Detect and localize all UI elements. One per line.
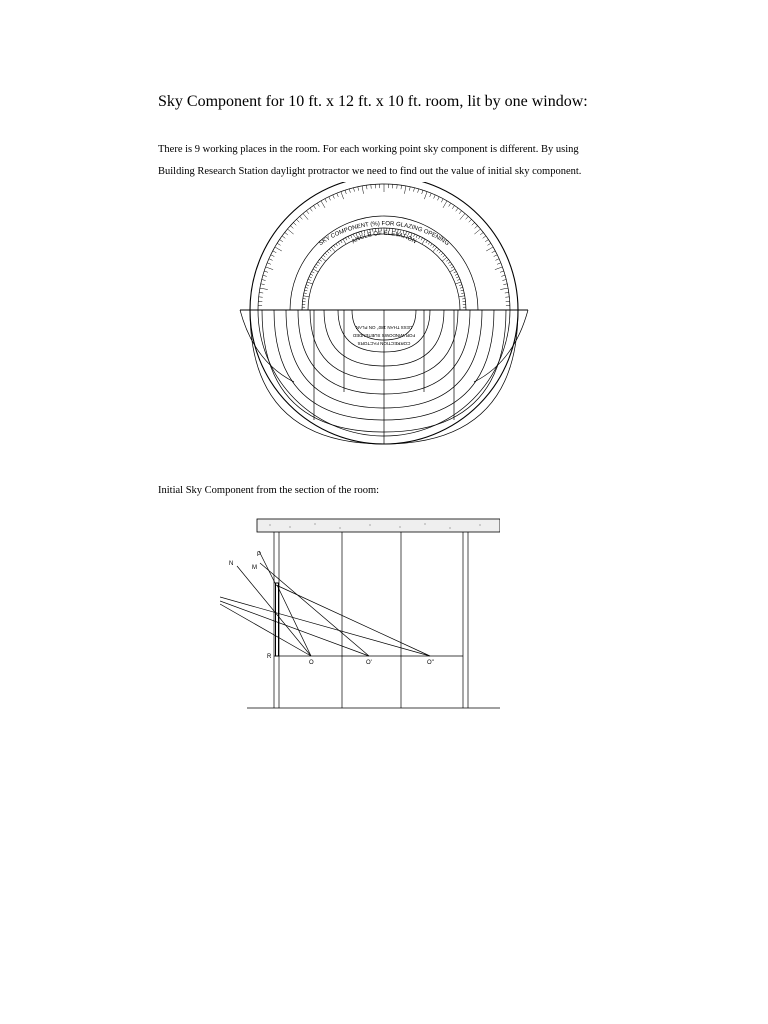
daylight-protractor-figure bbox=[234, 182, 534, 452]
protractor-tick bbox=[459, 296, 465, 297]
protractor-tick bbox=[501, 275, 505, 276]
label-n: N bbox=[229, 561, 234, 567]
protractor-tick bbox=[480, 232, 483, 234]
protractor-tick bbox=[422, 190, 423, 194]
protractor-tick bbox=[450, 269, 455, 272]
protractor-tick bbox=[269, 259, 273, 261]
protractor-tick bbox=[334, 245, 336, 247]
svg-text:CORRECTION FACTORS: CORRECTION FACTORS bbox=[357, 341, 411, 346]
protractor-tick bbox=[306, 285, 309, 286]
protractor-tick bbox=[354, 188, 355, 192]
protractor-tick bbox=[494, 255, 498, 257]
protractor-tick bbox=[502, 280, 506, 281]
protractor-tick bbox=[264, 271, 268, 272]
protractor-tick bbox=[403, 230, 404, 233]
protractor-tick bbox=[459, 211, 461, 214]
protractor-tick bbox=[446, 260, 448, 262]
protractor-tick bbox=[475, 226, 478, 229]
protractor-tick bbox=[309, 277, 312, 278]
protractor-tick bbox=[414, 234, 415, 237]
protractor-tick bbox=[500, 288, 508, 289]
protractor-tick bbox=[433, 245, 435, 247]
protractor-tick bbox=[331, 247, 335, 252]
protractor-outer-ticks bbox=[258, 184, 510, 310]
protractor-tick bbox=[282, 236, 285, 238]
protractor-tick bbox=[437, 197, 439, 201]
protractor-tick bbox=[323, 255, 325, 257]
protractor-tick bbox=[310, 274, 313, 275]
protractor-tick bbox=[421, 238, 422, 241]
protractor-tick bbox=[287, 229, 293, 234]
protractor-tick bbox=[293, 222, 296, 225]
protractor-tick bbox=[277, 243, 280, 245]
protractor-tick bbox=[472, 222, 475, 225]
protractor-tick bbox=[336, 244, 338, 246]
protractor-tick bbox=[318, 262, 320, 264]
protractor-tick bbox=[422, 239, 425, 244]
protractor-tick bbox=[329, 197, 331, 201]
protractor-tick bbox=[273, 251, 277, 253]
protractor-tick bbox=[359, 232, 360, 235]
protractor-tick bbox=[485, 240, 488, 242]
protractor-tick bbox=[305, 287, 308, 288]
protractor-tick bbox=[260, 288, 268, 289]
protractor-tick bbox=[327, 251, 329, 253]
protractor-tick bbox=[351, 235, 352, 238]
protractor-tick bbox=[271, 255, 275, 257]
roof-slab bbox=[257, 519, 500, 532]
protractor-tick bbox=[317, 203, 319, 206]
protractor-tick bbox=[449, 203, 451, 206]
protractor-tick bbox=[321, 201, 325, 208]
protractor-tick bbox=[341, 192, 344, 200]
protractor-tick bbox=[443, 201, 447, 208]
protractor-inner-arc-label: ANGLE OF ELEVATION bbox=[351, 230, 417, 246]
protractor-tick bbox=[341, 240, 343, 243]
protractor-tick bbox=[424, 192, 427, 200]
protractor-tick bbox=[500, 271, 504, 272]
protractor-tick bbox=[487, 243, 490, 245]
protractor-tick bbox=[461, 290, 464, 291]
label-p: P bbox=[257, 552, 262, 558]
label-r: R bbox=[267, 654, 272, 660]
protractor-tick bbox=[401, 185, 402, 189]
protractor-tick bbox=[296, 219, 299, 222]
protractor-tick bbox=[259, 292, 263, 293]
protractor-tick bbox=[349, 189, 350, 193]
protractor-tick bbox=[442, 257, 447, 261]
protractor-tick bbox=[314, 206, 316, 209]
protractor-tick bbox=[505, 292, 509, 293]
protractor-tick bbox=[325, 199, 327, 203]
protractor-tick bbox=[321, 257, 326, 261]
protractor-tick bbox=[433, 247, 437, 252]
protractor-tick bbox=[267, 263, 271, 264]
protractor-tick bbox=[408, 232, 409, 235]
protractor-tick bbox=[400, 230, 401, 233]
protractor-tick bbox=[266, 267, 274, 270]
protractor-tick bbox=[367, 230, 368, 233]
label-o1: O' bbox=[366, 660, 372, 666]
protractor-tick bbox=[338, 242, 340, 244]
section-caption: Initial Sky Component from the section of the room: bbox=[158, 485, 380, 496]
protractor-tick bbox=[280, 240, 283, 242]
protractor-tick bbox=[428, 242, 430, 244]
protractor-tick bbox=[441, 253, 443, 255]
protractor-tick bbox=[437, 249, 439, 251]
protractor-tick bbox=[406, 231, 407, 234]
protractor-tick bbox=[426, 240, 428, 243]
protractor-tick bbox=[459, 285, 462, 286]
protractor-tick bbox=[414, 188, 415, 192]
protractor-tick bbox=[343, 239, 346, 244]
protractor-tick bbox=[443, 255, 445, 257]
protractor-tick bbox=[345, 190, 346, 194]
protractor-outer-arc-label: SKY COMPONENT (%) FOR GLAZING OPENING bbox=[318, 221, 450, 248]
protractor-tick bbox=[430, 193, 431, 197]
protractor-tick bbox=[492, 251, 496, 253]
protractor-tick bbox=[303, 296, 309, 297]
protractor-tick bbox=[308, 279, 311, 280]
intro-line-2: Building Research Station daylight protractor we need to find out the value of initial sky component. bbox=[158, 166, 582, 177]
intro-paragraph bbox=[158, 139, 628, 183]
protractor-tick bbox=[460, 213, 465, 219]
protractor-tick bbox=[455, 274, 458, 275]
label-m: M bbox=[252, 565, 257, 571]
intro-line-1: There is 9 working places in the room. For each working point sky component is different. By using bbox=[158, 144, 579, 155]
protractor-tick bbox=[455, 282, 461, 284]
protractor-tick bbox=[364, 230, 365, 233]
protractor-tick bbox=[314, 267, 317, 269]
protractor-tick bbox=[456, 208, 458, 211]
protractor-tick bbox=[409, 187, 410, 191]
protractor-tick bbox=[452, 206, 454, 209]
protractor-tick bbox=[439, 251, 441, 253]
page-title: Sky Component for 10 ft. x 12 ft. x 10 ft. room, lit by one window: bbox=[158, 93, 588, 110]
protractor-tick bbox=[448, 262, 450, 264]
protractor-tick bbox=[307, 282, 313, 284]
svg-text:LESS THAN 180° ON PLAN: LESS THAN 180° ON PLAN bbox=[355, 325, 413, 330]
protractor-tick bbox=[313, 269, 318, 272]
protractor-tick bbox=[404, 186, 405, 194]
protractor-tick bbox=[304, 293, 307, 294]
protractor-tick bbox=[495, 259, 499, 261]
svg-text:FOR WINDOWS SUBTENDED: FOR WINDOWS SUBTENDED bbox=[352, 333, 416, 338]
protractor-tick bbox=[430, 244, 432, 246]
window-opening bbox=[276, 583, 279, 656]
protractor-tick bbox=[306, 211, 308, 214]
protractor-tick bbox=[290, 226, 293, 229]
protractor-tick bbox=[418, 189, 419, 193]
protractor-tick bbox=[285, 232, 288, 234]
protractor-tick bbox=[466, 216, 469, 219]
protractor-tick bbox=[419, 236, 420, 239]
protractor-tick bbox=[329, 249, 331, 251]
protractor-tick bbox=[319, 260, 321, 262]
protractor-tick bbox=[337, 193, 338, 197]
protractor-tick bbox=[316, 264, 318, 266]
protractor-tick bbox=[457, 279, 460, 280]
protractor-tick bbox=[312, 272, 315, 273]
protractor-tick bbox=[456, 277, 459, 278]
protractor-tick bbox=[486, 247, 493, 251]
label-o2: O'' bbox=[427, 660, 434, 666]
protractor-tick bbox=[262, 280, 266, 281]
protractor-tick bbox=[261, 284, 265, 285]
protractor-tick bbox=[416, 235, 417, 238]
protractor-tick bbox=[346, 238, 347, 241]
protractor-tick bbox=[460, 287, 463, 288]
protractor-tick bbox=[310, 208, 312, 211]
protractor-tick bbox=[495, 267, 503, 270]
protractor-tick bbox=[441, 199, 443, 203]
room-section-diagram bbox=[220, 515, 500, 715]
protractor-tick bbox=[275, 247, 282, 251]
label-o: O bbox=[309, 660, 314, 666]
protractor-tick bbox=[451, 267, 454, 269]
protractor-tick bbox=[503, 284, 507, 285]
protractor-tick bbox=[449, 264, 451, 266]
protractor-tick bbox=[469, 219, 472, 222]
protractor-tick bbox=[358, 187, 359, 191]
protractor-tick bbox=[263, 275, 267, 276]
correction-factors-text bbox=[352, 325, 415, 346]
protractor-tick bbox=[333, 195, 335, 199]
protractor-tick bbox=[474, 229, 480, 234]
protractor-tick bbox=[454, 272, 457, 273]
protractor-tick bbox=[300, 216, 303, 219]
protractor-tick bbox=[434, 195, 436, 199]
protractor-tick bbox=[362, 186, 363, 194]
protractor-tick bbox=[348, 236, 349, 239]
protractor-tick bbox=[483, 236, 486, 238]
protractor-tick bbox=[497, 263, 501, 264]
protractor-tick bbox=[353, 234, 354, 237]
protractor-tick bbox=[461, 293, 464, 294]
protractor-tick bbox=[325, 253, 327, 255]
protractor-tick bbox=[304, 290, 307, 291]
protractor-tick bbox=[366, 185, 367, 189]
protractor-tick bbox=[361, 231, 362, 234]
protractor-tick bbox=[303, 213, 308, 219]
